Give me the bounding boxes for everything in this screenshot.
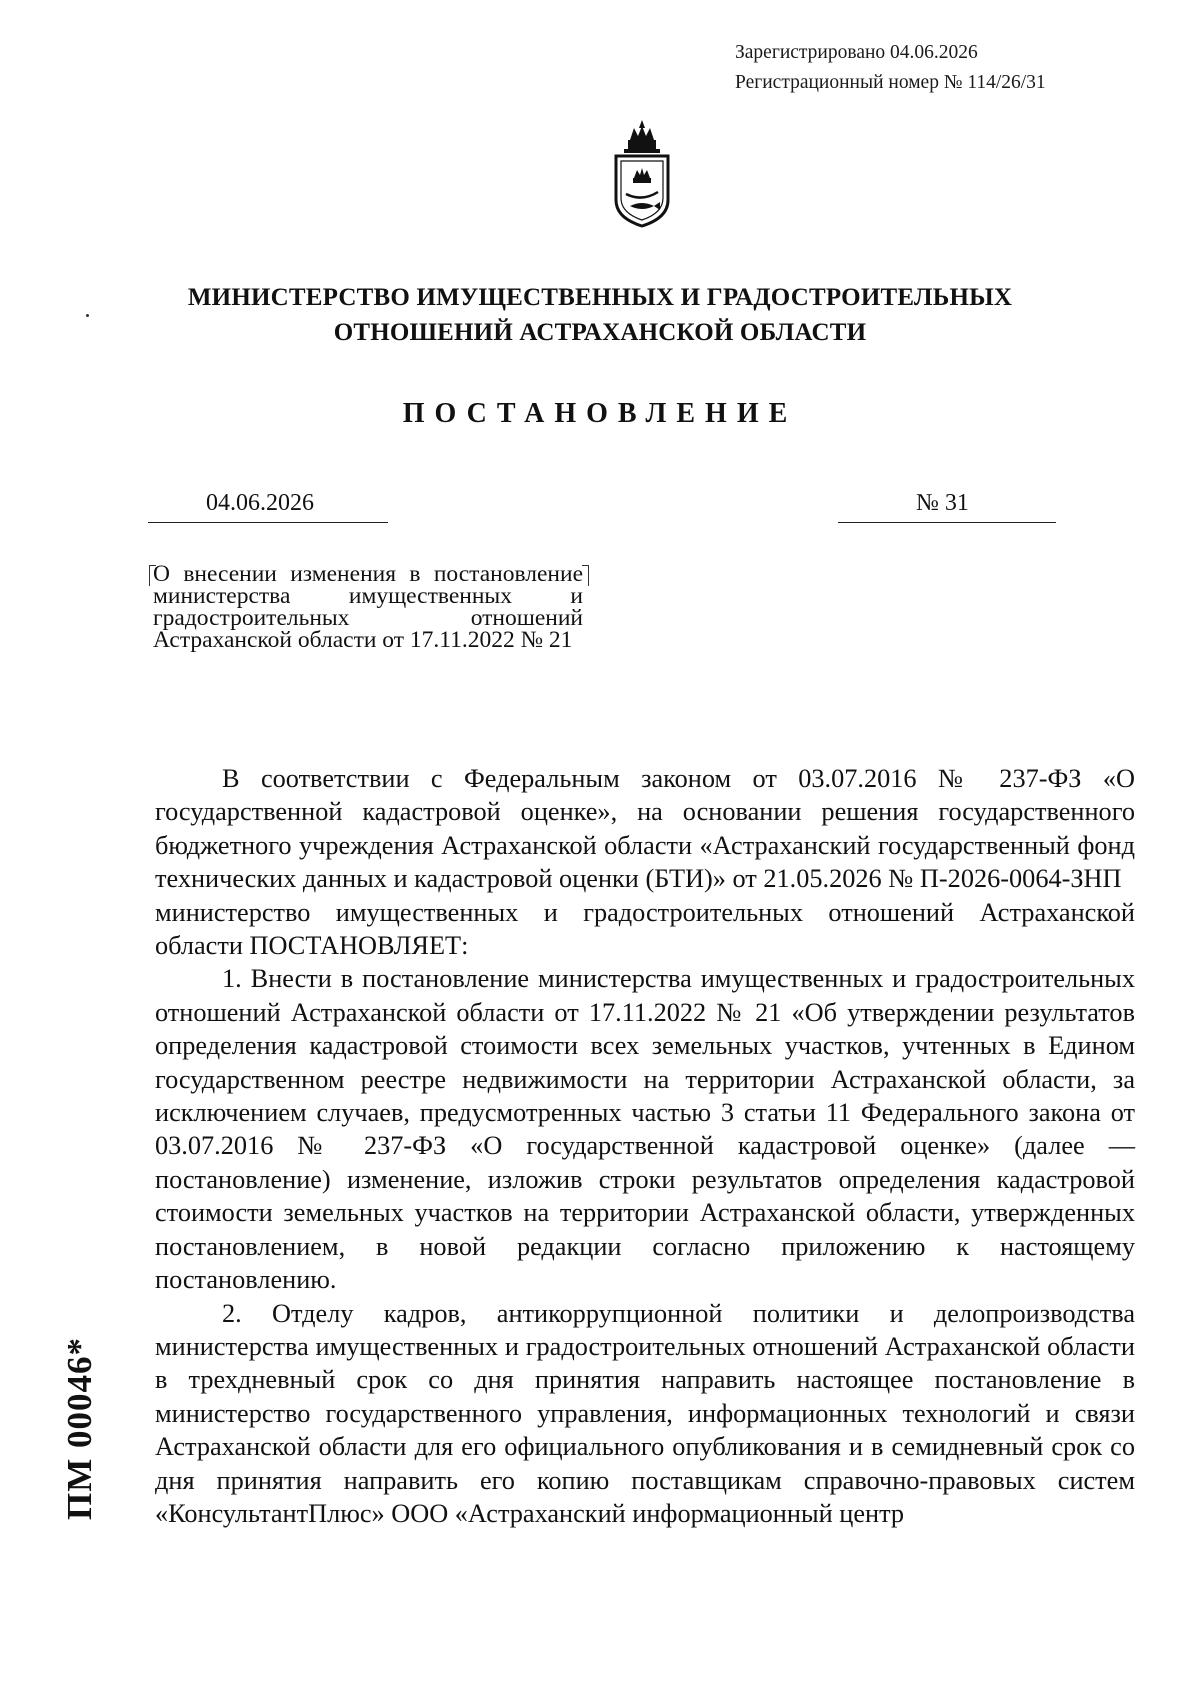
document-date-field <box>148 490 388 523</box>
document-body <box>155 762 1135 1530</box>
ministry-name <box>0 280 1200 350</box>
preamble-paragraph: В соответствии с Федеральным законом от 03.07.2016 № 237-ФЗ «О государственной кадастровой оценке», на основании решения государственного бюджетного учреждения Астраханской области «Астраханский государственный фонд технических данных и кадастровой оценки (БТИ)» от 21.05.2026 № П-2026-0064-ЗНП <box>155 764 1135 894</box>
subject-bracket-right <box>582 565 589 586</box>
registration-stamp <box>735 38 1046 98</box>
ministry-name-line1: МИНИСТЕРСТВО ИМУЩЕСТВЕННЫХ И ГРАДОСТРОИТЕЛЬНЫХ <box>187 284 1013 311</box>
registration-date: Зарегистрировано 04.06.2026 <box>735 42 978 63</box>
document-number-field <box>838 490 1056 523</box>
document-subject <box>153 563 583 651</box>
decree-paragraph: министерство имущественных и градостроительных отношений Астраханской области ПОСТАНОВЛЯЕТ: <box>155 897 1135 961</box>
document-number: № 31 <box>916 490 969 516</box>
item-2-paragraph: 2. Отделу кадров, антикоррупционной политики и делопроизводства министерства имущественных и градостроительных отношений Астраханской области в трехдневный срок со дня принятия направить настоящее постановление в министерство государственного управления, информационных технологий и связи Астраханской области для его официального опубликования и в семидневный срок со дня принятия направить его копию поставщикам справочно-правовых систем «КонсультантПлюс» ООО «Астраханский информационный центр <box>155 1298 1135 1528</box>
document-date: 04.06.2026 <box>206 490 314 516</box>
document-type-title: ПОСТАНОВЛЕНИЕ <box>402 398 798 429</box>
item-1-paragraph: 1. Внести в постановление министерства имущественных и градостроительных отношений Астраханской области от 17.11.2022 № 21 «Об утверждении результатов определения кадастровой стоимости всех земельных участков, учтенных в Едином государственном реестре недвижимости на территории Астраханской области, за исключением случаев, предусмотренных частью 3 статьи 11 Федерального закона от 03.07.2016 № 237-ФЗ «О государственной кадастровой оценке» (далее — постановление) изменение, изложив строки результатов определения кадастровой стоимости земельных участков на территории Астраханской области, утвержденных постановлением, в новой редакции согласно приложению к настоящему постановлению. <box>155 964 1135 1295</box>
subject-text: О внесении изменения в постановление министерства имущественных и градостроительных отношений Астраханской области от 17.11.2022 № 21 <box>153 561 583 653</box>
astrakhan-coat-of-arms-icon <box>610 118 674 230</box>
subject-bracket-left <box>149 565 156 586</box>
side-stamp-mark: ПМ 00046* <box>60 1336 99 1520</box>
ministry-name-line2: ОТНОШЕНИЙ АСТРАХАНСКОЙ ОБЛАСТИ <box>333 319 867 346</box>
registration-number: Регистрационный номер № 114/26/31 <box>735 72 1046 93</box>
